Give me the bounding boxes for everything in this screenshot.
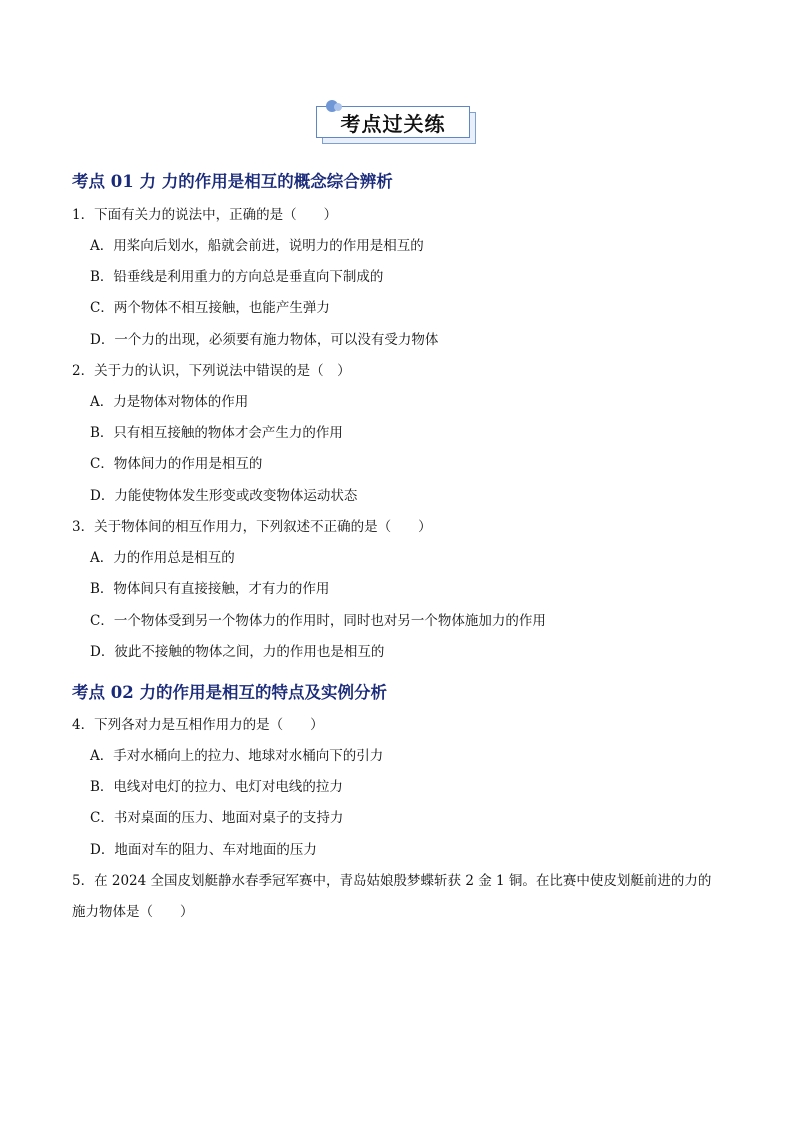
question-1: 1．下面有关力的说法中，正确的是（ ） — [72, 207, 338, 223]
question-4-option-a: A．手对水桶向上的拉力、地球对水桶向下的引力 — [90, 748, 384, 764]
question-4-option-c: C．书对桌面的压力、地面对桌子的支持力 — [90, 810, 344, 826]
question-3-option-b: B．物体间只有直接接触，才有力的作用 — [90, 581, 330, 597]
question-1-option-b: B．铅垂线是利用重力的方向总是垂直向下制成的 — [90, 269, 384, 285]
badge-dot-icon-small — [334, 103, 342, 111]
question-5-line2: 施力物体是（ ） — [72, 904, 194, 920]
question-1-option-a: A．用桨向后划水，船就会前进，说明力的作用是相互的 — [90, 238, 424, 254]
question-2-option-a: A．力是物体对物体的作用 — [90, 394, 249, 410]
question-5: 5．在 2024 全国皮划艇静水春季冠军赛中，青岛姑娘殷梦蝶斩获 2 金 1 铜。在比赛中使皮划艇前进的力的 — [72, 873, 712, 889]
question-4-option-b: B．电线对电灯的拉力、电灯对电线的拉力 — [90, 779, 343, 795]
title-badge — [316, 106, 476, 146]
question-1-option-c: C．两个物体不相互接触，也能产生弹力 — [90, 300, 330, 316]
question-4: 4．下列各对力是互相作用力的是（ ） — [72, 717, 324, 733]
question-3: 3．关于物体间的相互作用力，下列叙述不正确的是（ ） — [72, 519, 432, 535]
question-3-option-c: C．一个物体受到另一个物体力的作用时，同时也对另一个物体施加力的作用 — [90, 613, 546, 629]
section-title-02: 考点 02 力的作用是相互的特点及实例分析 — [72, 683, 387, 702]
question-3-option-a: A．力的作用总是相互的 — [90, 550, 235, 566]
question-1-option-d: D．一个力的出现，必须要有施力物体，可以没有受力物体 — [90, 332, 439, 348]
question-3-option-d: D．彼此不接触的物体之间，力的作用也是相互的 — [90, 644, 385, 660]
section-title-01: 考点 01 力 力的作用是相互的概念综合辨析 — [72, 172, 393, 191]
question-2-option-b: B．只有相互接触的物体才会产生力的作用 — [90, 425, 343, 441]
badge-title: 考点过关练 — [316, 106, 470, 138]
question-2-option-c: C．物体间力的作用是相互的 — [90, 456, 263, 472]
question-2-option-d: D．力能使物体发生形变或改变物体运动状态 — [90, 488, 358, 504]
question-4-option-d: D．地面对车的阻力、车对地面的压力 — [90, 842, 317, 858]
question-2: 2．关于力的认识，下列说法中错误的是（ ） — [72, 363, 351, 379]
